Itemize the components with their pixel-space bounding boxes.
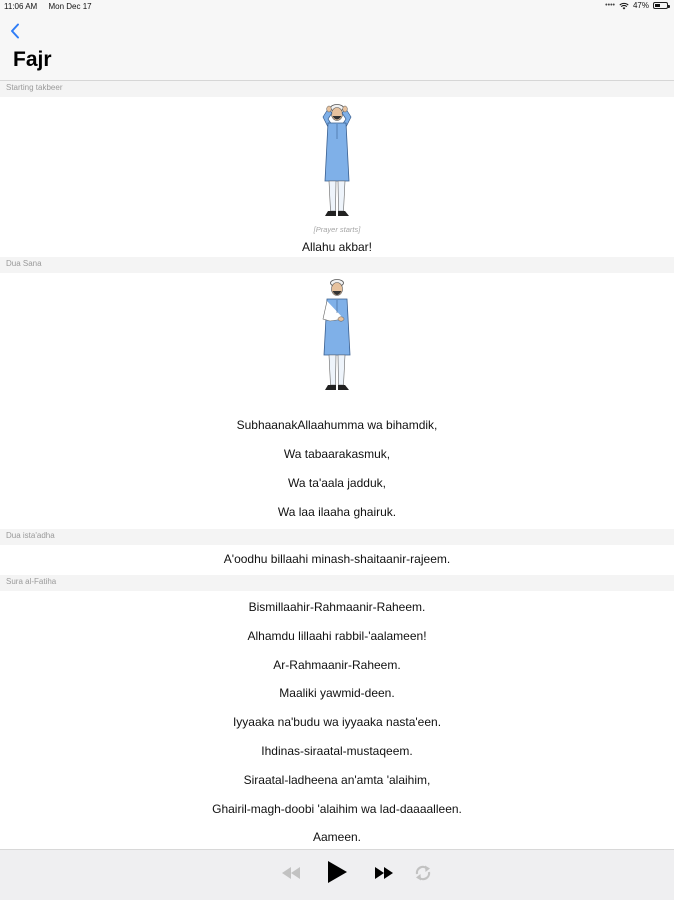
recitation-line: Wa tabaarakasmuk, <box>283 447 391 461</box>
recitation-line: Ghairil-magh-doobi 'alaihim wa lad-daaaalleen. <box>212 801 462 816</box>
repeat-button[interactable] <box>412 862 434 884</box>
standing-pose-figure <box>307 275 367 399</box>
section-header-dua-istaadha: Dua ista'adha <box>0 529 674 545</box>
page-title: Fajr <box>13 48 52 71</box>
recitation-line: Siraatal-ladheena an'amta 'alaihim, <box>243 772 431 787</box>
section-starting-takbeer <box>0 97 674 257</box>
repeat-icon <box>414 865 432 881</box>
section-header-sura-al-fatiha: Sura al-Fatiha <box>0 575 674 591</box>
recitation-line: Aameen. <box>312 830 362 845</box>
rewind-icon <box>282 867 300 879</box>
figure-wrap <box>0 97 674 223</box>
audio-player-bar <box>0 849 674 900</box>
status-right <box>605 1 668 10</box>
signal-dots-icon: •••• <box>605 2 615 9</box>
section-sura-al-fatiha <box>0 591 674 849</box>
battery-percent: 47% <box>632 1 649 10</box>
chevron-left-icon <box>9 23 21 39</box>
wifi-icon <box>619 2 629 10</box>
rewind-button[interactable] <box>280 863 302 883</box>
spacer <box>0 399 674 411</box>
back-button[interactable] <box>4 20 26 42</box>
recitation-line: Iyyaaka na'budu wa iyyaaka nasta'een. <box>232 715 442 730</box>
recitation-line: A'oodhu billaahi minash-shaitaanir-rajeem. <box>223 552 451 566</box>
battery-fill <box>655 4 660 7</box>
fast-forward-icon <box>375 867 393 879</box>
play-button[interactable] <box>324 859 350 885</box>
play-icon <box>327 861 347 883</box>
section-dua-sana <box>0 273 674 529</box>
recitation-line: Wa laa ilaaha ghairuk. <box>277 505 397 519</box>
battery-icon <box>653 2 668 9</box>
figure-wrap <box>0 273 674 399</box>
section-header-dua-sana: Dua Sana <box>0 257 674 273</box>
recitation-line: Alhamdu lillaahi rabbil-'aalameen! <box>247 628 427 643</box>
status-bar <box>0 0 674 12</box>
fast-forward-button[interactable] <box>373 863 395 883</box>
status-date: Mon Dec 17 <box>48 2 92 11</box>
section-header-starting-takbeer: Starting takbeer <box>0 81 674 97</box>
recitation-line: SubhaanakAllaahumma wa bihamdik, <box>236 418 438 432</box>
section-dua-istaadha <box>0 545 674 575</box>
navigation-header <box>0 12 674 80</box>
prayer-content[interactable] <box>0 81 674 849</box>
section-caption: [Prayer starts] <box>313 225 361 234</box>
recitation-line: Maaliki yawmid-deen. <box>279 686 395 701</box>
recitation-line: Allahu akbar! <box>301 240 373 254</box>
recitation-line: Wa ta'aala jadduk, <box>288 476 386 490</box>
takbeer-pose-figure <box>307 99 367 223</box>
recitation-line: Ihdinas-siraatal-mustaqeem. <box>261 743 413 758</box>
recitation-line: Bismillaahir-Rahmaanir-Raheem. <box>248 600 426 614</box>
status-left <box>4 2 101 11</box>
status-time: 11:06 AM <box>4 2 38 11</box>
recitation-line: Ar-Rahmaanir-Raheem. <box>273 657 401 672</box>
